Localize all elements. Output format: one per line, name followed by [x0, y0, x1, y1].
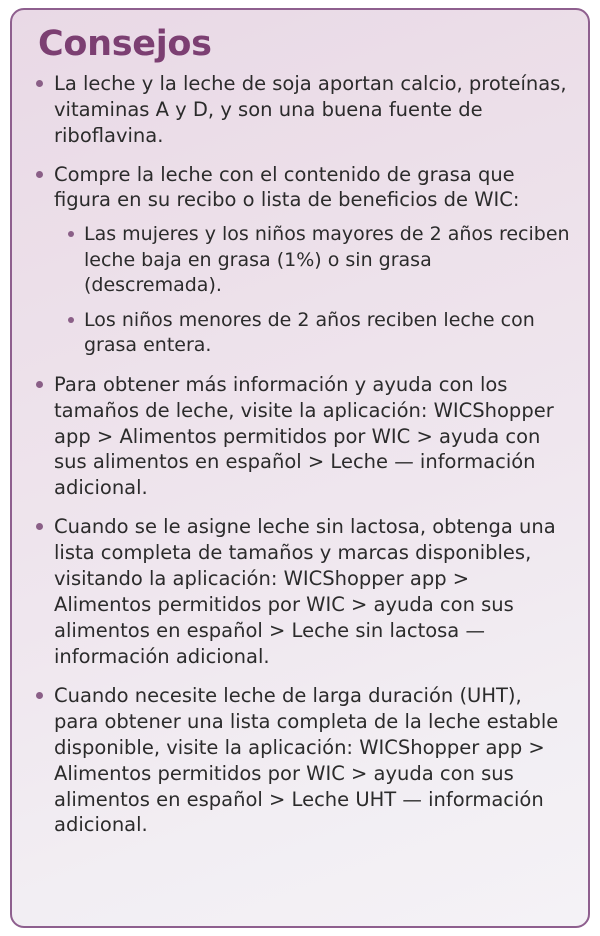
bullet-icon [36, 692, 43, 699]
list-item [28, 683, 572, 839]
bullet-icon [36, 171, 43, 178]
sub-tip-text: Los niños menores de 2 años reciben leche con grasa entera. [84, 309, 535, 357]
tip-text: Compre la leche con el contenido de grasa que figura en su recibo o lista de beneficios de WIC: [54, 162, 520, 212]
sub-tip-text: Las mujeres y los niños mayores de 2 años reciben leche baja en grasa (1%) o sin grasa (descremada). [84, 223, 570, 296]
bullet-icon [36, 523, 43, 530]
sub-list-item [62, 308, 572, 359]
tip-text: Cuando necesite leche de larga duración (UHT), para obtener una lista completa de la leche estable disponible, visite la aplicación: WICShopper app > Alimentos permitidos por WIC > ayuda con sus alimentos en español > Leche UHT — información adicional. [54, 683, 559, 837]
sub-list-wrapper [54, 222, 572, 358]
tips-card [10, 8, 590, 928]
list-item [28, 71, 572, 149]
sub-list-item [62, 222, 572, 298]
bullet-icon [36, 80, 43, 87]
bullet-icon [36, 381, 43, 388]
tips-list [28, 71, 572, 839]
list-item [28, 162, 572, 359]
bullet-icon [68, 317, 74, 323]
list-item [28, 372, 572, 502]
tip-sublist [62, 222, 572, 358]
tip-text: Cuando se le asigne leche sin lactosa, obtenga una lista completa de tamaños y marcas disponibles, visitando la aplicación: WICShopper app > Alimentos permitidos por WIC > ayuda con sus alimentos en español > Leche sin lactosa — información adicional. [54, 515, 556, 668]
tip-text: Para obtener más información y ayuda con los tamaños de leche, visite la aplicación: WICShopper app > Alimentos permitidos por WIC > ayuda con sus alimentos en español > Leche — información adicional. [54, 372, 554, 500]
list-item [28, 514, 572, 670]
page-title: Consejos [38, 24, 212, 64]
bullet-icon [68, 231, 74, 237]
tip-text: La leche y la leche de soja aportan calcio, proteínas, vitaminas A y D, y son una buena fuente de riboflavina. [54, 71, 567, 147]
